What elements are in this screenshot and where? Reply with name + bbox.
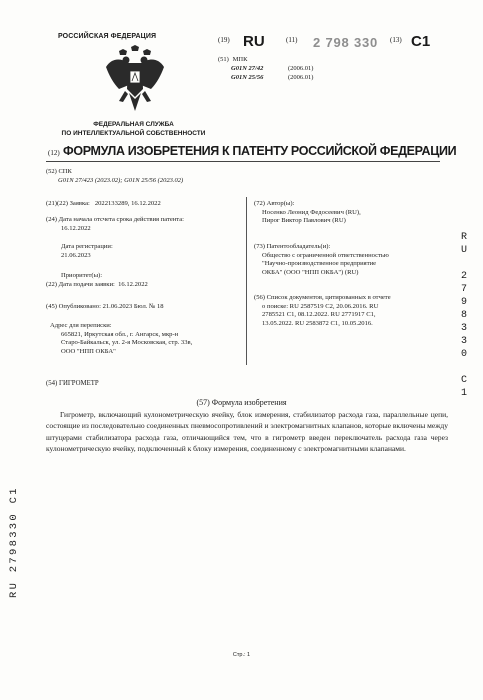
authors-field: [254, 200, 444, 226]
author-name: Носенко Леонид Федосеевич (RU),: [262, 208, 361, 216]
mpk-class: G01N 25/56: [231, 74, 264, 81]
agency-name: [26, 121, 241, 138]
page-number: Стр.: 1: [232, 652, 251, 658]
owner-line: Общество с ограниченной ответственностью: [262, 251, 389, 259]
owner-line: ОКБА" (ООО "НПП ОКБА") (RU): [262, 268, 359, 276]
mpk-class: G01N 27/42: [231, 65, 264, 72]
invention-name: (54) ГИГРОМЕТР: [46, 380, 99, 387]
cited-documents-field: [254, 294, 444, 328]
right-margin-id-char: 3: [460, 323, 467, 334]
inid-code-11: (11): [286, 36, 298, 44]
right-margin-id-char: 1: [460, 388, 467, 399]
owner-label: (73) Патентообладатель(и):: [254, 243, 331, 250]
right-margin-id-char: U: [460, 245, 467, 256]
spk-label: (52) СПК: [46, 168, 72, 175]
term-start-value: 16.12.2022: [61, 224, 91, 232]
cited-documents-line: о поиске: RU 2587519 C2, 20.06.2016. RU: [262, 302, 379, 310]
term-start-field: [46, 216, 241, 233]
application-value: 2022133289, 16.12.2022: [94, 200, 161, 207]
mpk-row: [218, 64, 313, 73]
registration-label: Дата регистрации:: [61, 243, 113, 250]
address-label: Адрес для переписки:: [50, 322, 112, 329]
right-margin-id-char: 8: [460, 310, 467, 321]
filing-label: (22) Дата подачи заявки:: [46, 281, 115, 288]
right-margin-id-char: C: [460, 375, 467, 386]
inid-code-19: (19): [218, 36, 230, 44]
owner-line: "Научно-производственное предприятие: [262, 260, 377, 268]
mpk-classification: [218, 55, 313, 82]
right-margin-id-char: 9: [460, 297, 467, 308]
inid-code-12: (12): [48, 149, 60, 157]
left-margin-id-text: RU 2798330 C1: [8, 486, 20, 598]
published-label: (45) Опубликовано:: [46, 303, 101, 310]
patent-number: 2 798 330: [313, 35, 379, 50]
coat-of-arms-emblem: [105, 45, 165, 115]
published-value: 21.06.2023 Бюл. № 18: [102, 303, 164, 310]
application-field: [46, 200, 241, 209]
cited-documents-line: 2785521 C1, 08.12.2022. RU 2771917 C1,: [262, 311, 376, 319]
right-margin-id-char: R: [460, 232, 467, 243]
right-margin-patent-id: [455, 231, 473, 400]
mpk-row: [218, 73, 313, 82]
published-field: [46, 303, 241, 312]
filing-field: [46, 281, 241, 290]
right-margin-id-char: 2: [460, 271, 467, 282]
mpk-label-row: [218, 55, 313, 64]
country-name: РОССИЙСКАЯ ФЕДЕРАЦИЯ: [58, 33, 157, 40]
claims-heading: (57) Формула изобретения: [196, 398, 287, 407]
right-margin-id-char: 3: [460, 336, 467, 347]
agency-line-2: ПО ИНТЕЛЛЕКТУАЛЬНОЙ СОБСТВЕННОСТИ: [61, 129, 206, 137]
cited-documents-line: 13.05.2022. RU 2583872 C1, 10.05.2016.: [262, 319, 373, 327]
spk-value: G01N 27/423 (2023.02); G01N 25/56 (2023.02): [58, 177, 184, 184]
inid-code-13: (13): [390, 36, 402, 44]
column-divider: [246, 197, 247, 365]
address-line: Старо-Байкальск, ул. 2-я Московская, стр. 33в,: [61, 339, 193, 347]
address-field: [46, 322, 241, 356]
owner-field: [254, 243, 444, 277]
right-margin-id-char: [455, 361, 473, 374]
country-code: RU: [243, 33, 265, 50]
filing-value: 16.12.2022: [118, 281, 148, 288]
cited-documents-label: (56) Список документов, цитированных в отчете: [254, 294, 391, 301]
title-divider: [46, 161, 440, 162]
term-start-label: (24) Дата начала отсчета срока действия патента:: [46, 216, 185, 223]
registration-value: 21.06.2023: [61, 251, 91, 259]
registration-field: [46, 243, 256, 260]
priority-label: Приоритет(ы):: [61, 272, 103, 279]
left-margin-patent-id: [2, 420, 22, 600]
mpk-label: МПК: [232, 56, 248, 63]
inid-code-51: (51): [218, 56, 229, 63]
document-kind: C1: [411, 33, 431, 50]
address-line: ООО "НПП ОКБА": [61, 347, 116, 355]
authors-label: (72) Автор(ы):: [254, 200, 295, 207]
mpk-version: (2006.01): [288, 65, 314, 72]
address-line: 665821, Иркутская обл., г. Ангарск, мкр-н: [61, 330, 179, 338]
claims-text: Гигрометр, включающий кулонометрическую ячейку, блок измерения, стабилизатор расхода газа, параллельные цепи, состоящие из последовательно соединенных пневмосопротивлений и электромагнитных клапанов, которые включены между штуцерами стабилизатора расхода газа, отличающийся тем, что в гигрометр введен переключатель расхода газа через кулонометрическую ячейку, подключенный к блоку измерения, соединенному с электромагнитными клапанами.: [46, 410, 448, 453]
mpk-version: (2006.01): [288, 74, 314, 81]
right-margin-id-char: [455, 257, 473, 270]
spk-classification: [46, 167, 183, 185]
right-margin-id-char: 7: [460, 284, 467, 295]
author-name: Пирог Виктор Павлович (RU): [262, 217, 346, 225]
document-title: ФОРМУЛА ИЗОБРЕТЕНИЯ К ПАТЕНТУ РОССИЙСКОЙ ФЕДЕРАЦИИ: [63, 144, 457, 158]
right-margin-id-char: 0: [460, 349, 467, 360]
agency-line-1: ФЕДЕРАЛЬНАЯ СЛУЖБА: [93, 121, 174, 128]
application-label: (21)(22) Заявка:: [46, 200, 90, 207]
